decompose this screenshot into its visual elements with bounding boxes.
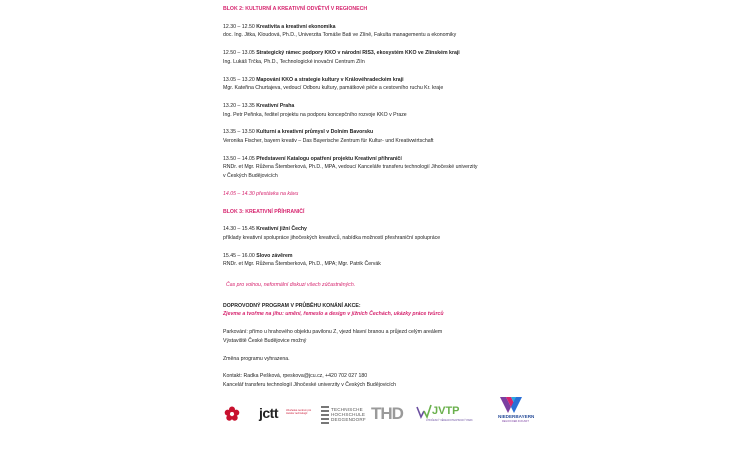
program-item-time: 12.30 – 12.50 (223, 23, 255, 30)
program-item-speaker: Mgr. Kateřina Churtajeva, vedoucí Odboru kultury, památkové péče a cestovního ruchu Kr. kraje (223, 85, 444, 92)
program-item-speaker: RNDr. et Mgr. Růžena Štemberková, Ph.D., MPA, vedoucí Kanceláře transferu technologií Jihočeské univerzity (223, 164, 478, 171)
program-item-time: 13.35 – 13.50 (223, 129, 255, 136)
program-item (223, 155, 563, 181)
jctt-wordmark: jctt (259, 405, 278, 421)
jvtp-wordmark: JVTP (432, 405, 460, 417)
program-item-title: Kreativní Praha (256, 102, 295, 109)
program-item-title: Představení Katalogu opatření projektu Kreativní příhraničí (256, 155, 402, 162)
contact-line: Kontakt: Radka Pešková, rpeskova@jcu.cz, +420 702 027 180 (223, 373, 368, 380)
niederbayern-subtitle: REGION DER ZUKUNFT (502, 420, 529, 423)
program-item-speaker: Ing. Petr Peřinka, ředitel projektu na podporu koncepčního rozvoje KKO v Praze (223, 111, 407, 118)
partner-logos (222, 397, 542, 427)
program-item-header (223, 252, 563, 261)
program-page (223, 5, 563, 390)
program-item-title: Strategický rámec podpory KKO v národní RIS3, ekosystém KKO ve Zlínském kraji (256, 50, 460, 57)
jcu-flower-logo (224, 406, 240, 422)
program-item-time: 13.20 – 13.35 (223, 102, 255, 109)
jctt-logo (259, 405, 278, 423)
jctt-subtitle: Jihočeské centrum pro transfer technologií (286, 409, 312, 415)
program-item-time: 13.50 – 14.05 (223, 155, 255, 162)
program-item-speaker: doc. Ing. Jitka, Kloudová, Ph.D., Univerzita Tomáše Bati ve Zlíně, Fakulta managementu a ekonomiky (223, 32, 457, 39)
jvtp-subtitle: JIHOČESKÝ VĚDECKOTECHNICKÝ PARK (426, 419, 473, 422)
program-item-time: 15.45 – 16.00 (223, 252, 255, 259)
program-item-header (223, 155, 563, 164)
niederbayern-wordmark: NIEDERBAYERN (498, 414, 535, 419)
program-item (223, 23, 563, 40)
blok3-items (223, 225, 563, 269)
program-item-speaker: příklady kreativní spolupráce jihočeských kreativců, nabídka možností přeshraniční spolupráce (223, 234, 441, 241)
program-item (223, 49, 563, 66)
program-item (223, 225, 563, 242)
program-item-title: Mapování KKO a strategie kultury v Královéhradeckém kraji (256, 76, 404, 83)
program-item-time: 13.05 – 13.20 (223, 76, 255, 83)
thd-stripes-icon (321, 406, 329, 424)
thd-mark: THD (371, 404, 403, 423)
contact-office: Kancelář transferu technologií Jihočeské univerzity v Českých Budějovicích (223, 381, 397, 388)
program-item (223, 102, 563, 119)
program-item-header (223, 49, 563, 58)
parking-line-2: Výstaviště České Budějovice možný (223, 337, 307, 344)
blok2-items (223, 23, 563, 181)
program-item-header (223, 23, 563, 32)
discussion-note: Čas pro volnou, neformální diskuzi všech zúčastněných. (226, 282, 356, 289)
niederbayern-shape-icon (500, 397, 522, 413)
program-item (223, 128, 563, 145)
program-item-speaker: Veronika Fischer, bayern kreativ – Das Bayerische Zentrum für Kultur- und Kreativwirtschaft (223, 138, 434, 145)
program-item (223, 252, 563, 269)
program-item-time: 14.30 – 15.45 (223, 226, 255, 233)
program-item-header (223, 76, 563, 85)
program-item-title: Kreativita a kreativní ekonomika (256, 23, 336, 30)
program-item-speaker: Ing. Lukáš Trčka, Ph.D., Technologické inovační Centrum Zlín (223, 58, 365, 65)
parking-line-1: Parkování: přímo u hrahového objektu pavilonu Z, vjezd hlavní branou a průjezd celým areálem (223, 329, 443, 336)
program-item-title: Slovo závěrem (256, 252, 293, 259)
program-item-speaker: v Českých Budějovicích (223, 173, 278, 180)
side-program-heading: DOPROVODNÝ PROGRAM V PRŮBĚHU KONÁNÍ AKCE: (223, 302, 361, 309)
thd-name: TECHNISCHE HOCHSCHULE DEGGENDORF (331, 407, 366, 423)
program-item-header (223, 102, 563, 111)
program-item-header (223, 225, 563, 234)
program-item (223, 76, 563, 93)
program-item-title: Kulturní a kreativní průmysl v Dolním Bavorsku (256, 129, 374, 136)
program-item-title: Kreativní jižní Čechy (256, 226, 307, 233)
program-item-speaker: RNDr. et Mgr. Růžena Štemberková, Ph.D., MPA; Mgr. Patrik Červák (223, 261, 381, 268)
coffee-break: 14.05 – 14.30 přestávka na kávu (223, 190, 299, 197)
blok2-heading: BLOK 2: KULTURNÍ A KREATIVNÍ ODVĚTVÍ V REGIONECH (223, 6, 368, 12)
program-item-header (223, 128, 563, 137)
program-item-time: 12.50 – 13.05 (223, 50, 255, 57)
program-change-note: Změna programu vyhrazena. (223, 355, 290, 362)
side-program-subtitle: Zjevme a tvořme na jihu: umění, řemeslo a design v jižních Čechách, ukázky práce tvůrců (223, 311, 444, 318)
blok3-heading: BLOK 3: KREATIVNÍ PŘÍHRANIČÍ (223, 208, 305, 215)
